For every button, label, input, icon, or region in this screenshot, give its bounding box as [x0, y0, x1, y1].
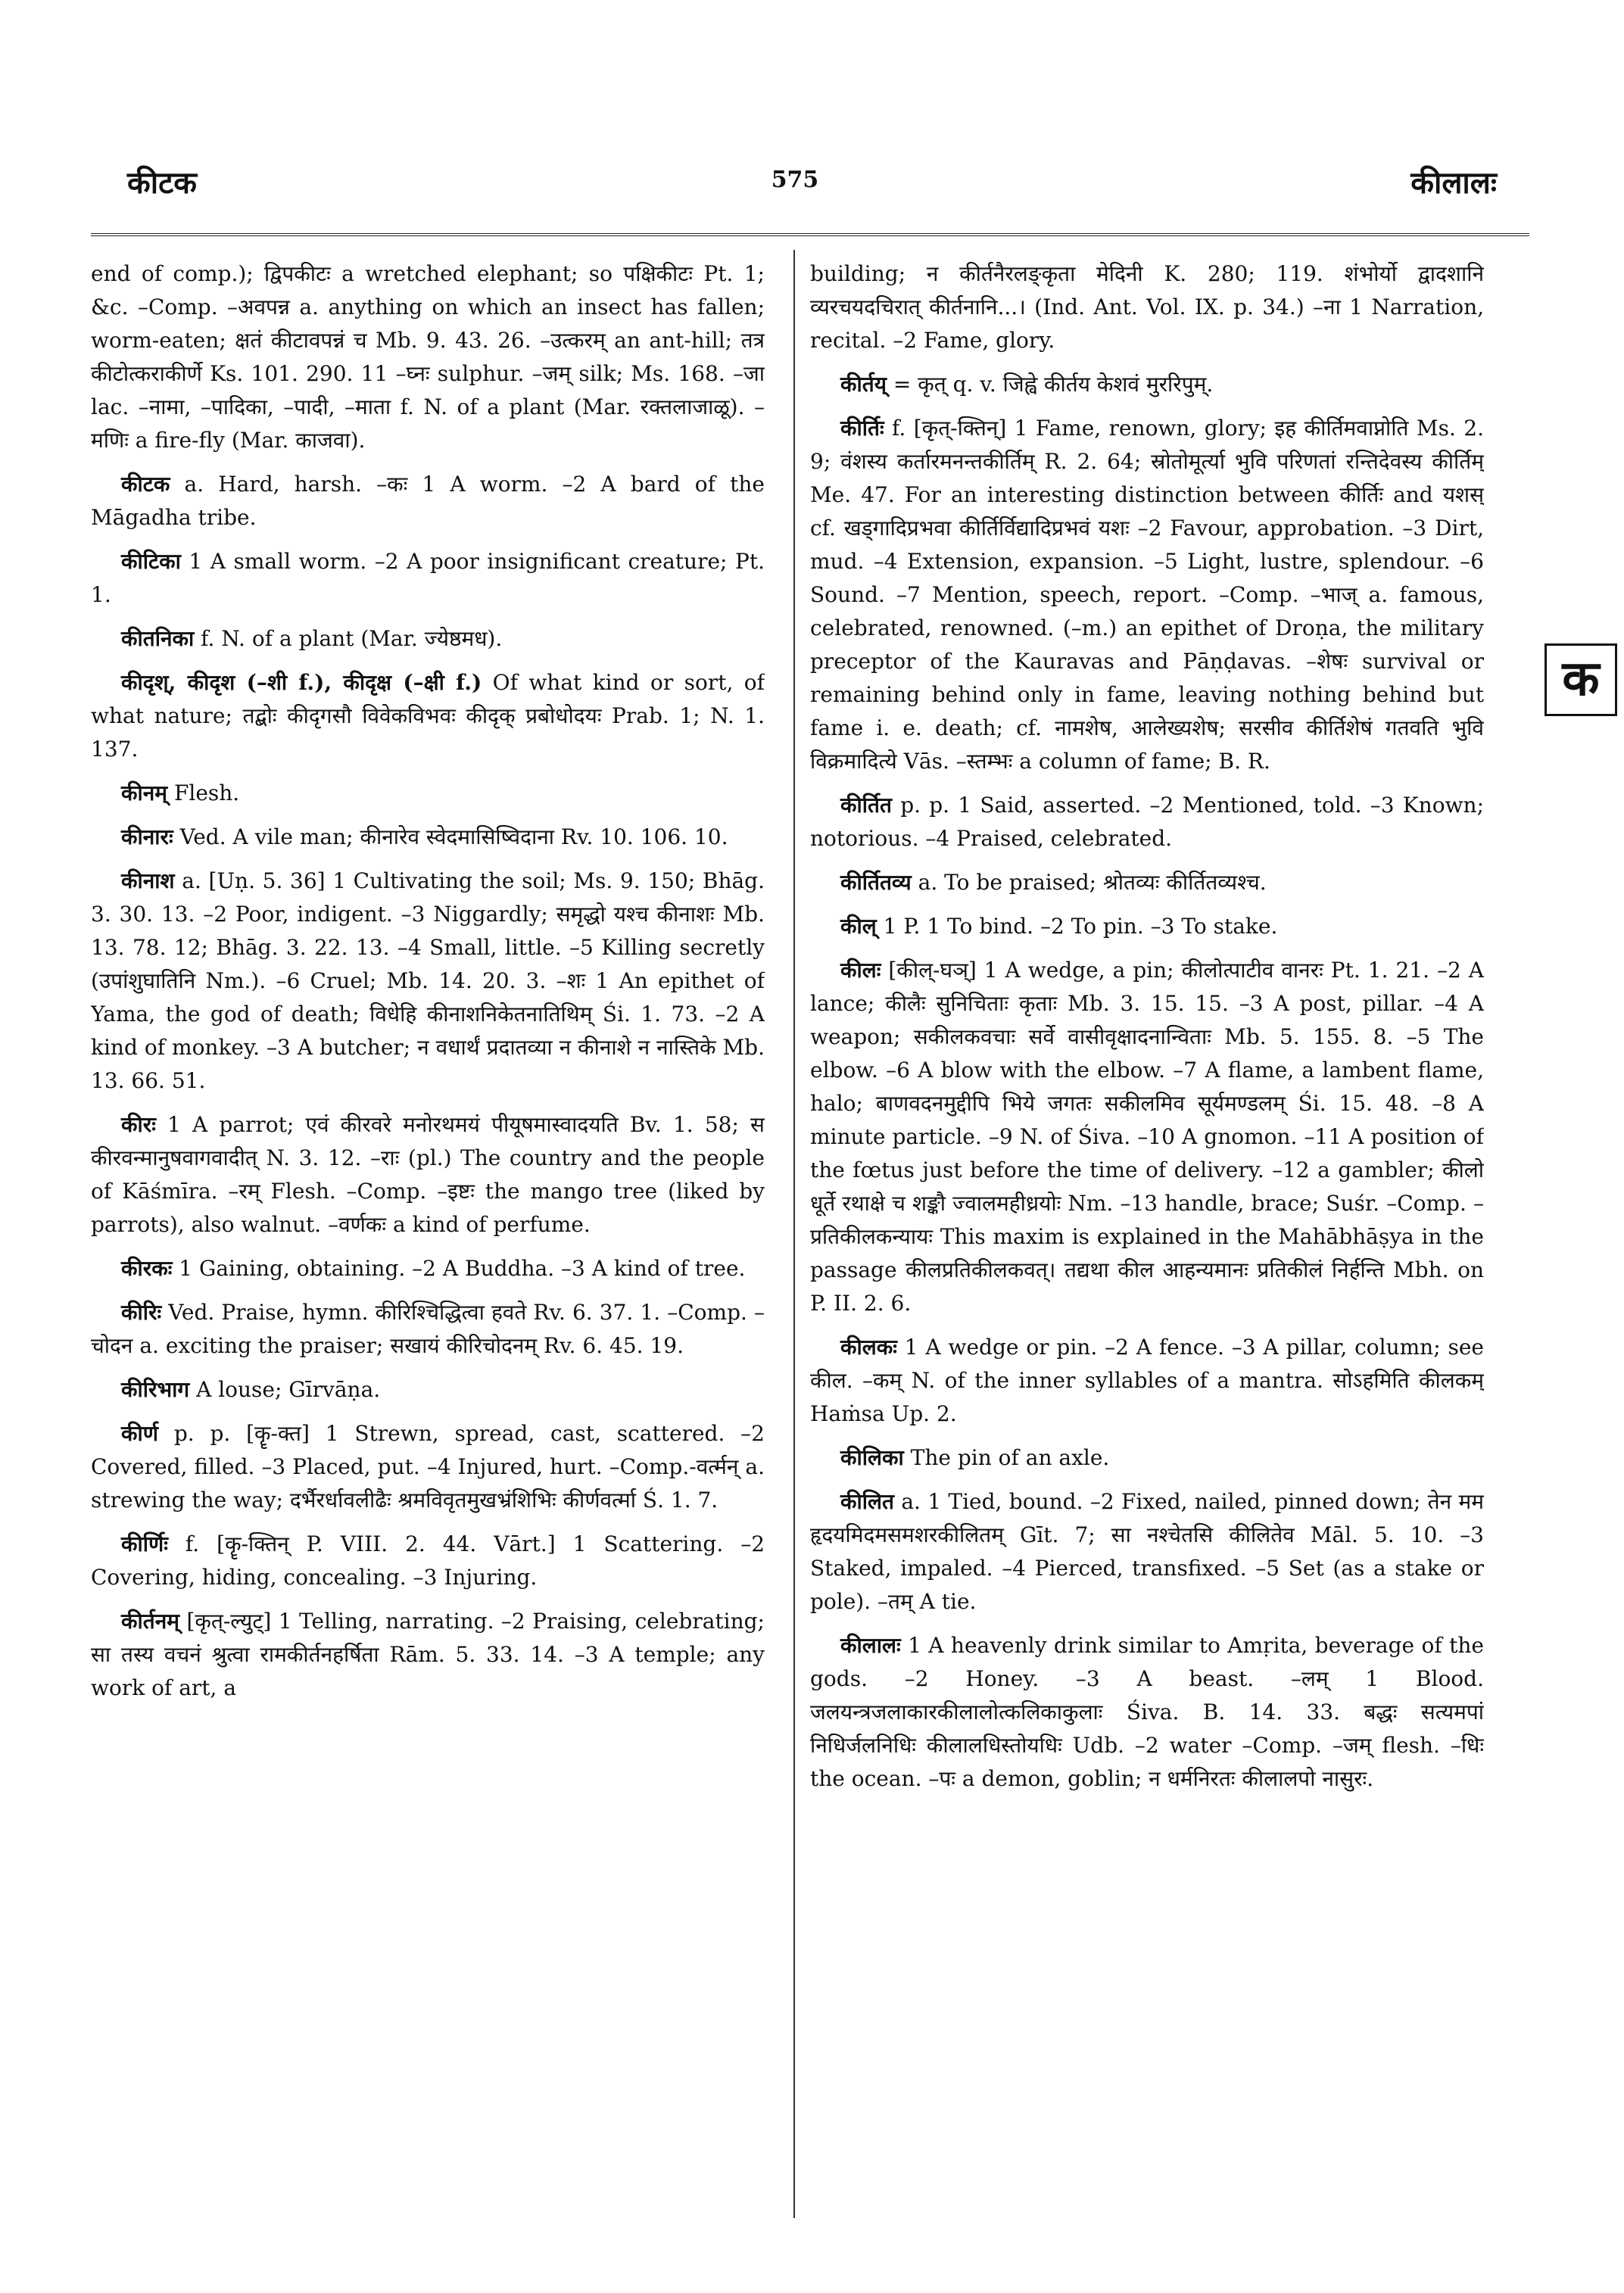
- entry-headword: कीर्तिः: [840, 416, 884, 441]
- entry-definition: The pin of an axle.: [910, 1445, 1110, 1470]
- guide-word-right: कीलालः: [1410, 165, 1497, 201]
- entry-headword: कीतनिका: [121, 626, 195, 651]
- page-number: 575: [771, 167, 819, 193]
- dictionary-entry: [810, 1485, 1484, 1618]
- dictionary-entry: [91, 1373, 765, 1407]
- entry-definition: Ved. A vile man; कीनारेव स्वेदमासिष्विदाना Rv. 10. 106. 10.: [179, 824, 728, 849]
- dictionary-entry: [91, 821, 765, 854]
- dictionary-entry: [91, 468, 765, 534]
- entry-definition: a. Hard, harsh. –कः 1 A worm. –2 A bard of the Māgadha tribe.: [91, 472, 765, 530]
- entry-headword: कीरिः: [121, 1300, 162, 1325]
- dictionary-entry: [810, 910, 1484, 943]
- entry-definition: a. 1 Tied, bound. –2 Fixed, nailed, pinned down; तेन मम हृदयमिदमसमशरकीलितम् Gīt. 7; सा नश्चेतसि कीलितेव Māl. 5. 10. –3 Staked, impaled. –4 Pierced, transfixed. –5 Set (as a stake or pole). –तम् A tie.: [810, 1489, 1484, 1614]
- entry-headword: कीर्तय्: [840, 372, 887, 397]
- entry-headword: कीलः: [840, 958, 881, 983]
- page-header: [0, 0, 1624, 227]
- dictionary-entry: [810, 866, 1484, 899]
- entry-definition: 1 A heavenly drink similar to Amṛita, beverage of the gods. –2 Honey. –3 A beast. –लम् 1 Blood. जलयन्त्रजलाकारकीलालोत्कलिकाकुलाः Śiva. B. 14. 33. बद्धः सत्यमपां निधिर्जलनिधिः कीलालधिस्तोयधिः Udb. –2 water –Comp. –जम् flesh. –धिः the ocean. –पः a demon, goblin; न धर्मनिरतः कीलालपो नासुरः.: [810, 1633, 1484, 1791]
- entry-definition: 1 A parrot; एवं कीरवरे मनोरथमयं पीयूषमास्वादयति Bv. 1. 58; स कीरवन्मानुषवागवादीत् N. 3. 12. –राः (pl.) The country and the people of Kāśmīra. –रम् Flesh. –Comp. –इष्टः the mango tree (liked by parrots), also walnut. –वर्णकः a kind of perfume.: [91, 1112, 765, 1237]
- entry-headword: कीलित: [840, 1489, 894, 1514]
- entry-headword: कीटक: [121, 472, 170, 497]
- entry-definition: [कृत्-ल्युट्] 1 Telling, narrating. –2 Praising, celebrating; सा तस्य वचनं श्रुत्वा रामकीर्तनहर्षिता Rām. 5. 33. 14. –3 A temple; any work of art, a: [91, 1609, 765, 1700]
- entry-headword: कील्: [840, 914, 877, 939]
- entry-headword: कीटिका: [121, 549, 181, 574]
- entry-definition: A louse; Gīrvāṇa.: [196, 1377, 381, 1402]
- entry-definition: Of what kind or sort, of what nature; तद्बोः कीदृगसौ विवेकविभवः कीदृक् प्रबोधोदयः Prab. 1; N. 1. 137.: [91, 670, 765, 762]
- entry-definition: f. [कॄ-क्तिन् P. VIII. 2. 44. Vārt.] 1 Scattering. –2 Covering, hiding, concealing. –3 Injuring.: [91, 1531, 765, 1590]
- dictionary-entry: [810, 954, 1484, 1320]
- dictionary-entry: [91, 545, 765, 612]
- header-rule: [91, 233, 1529, 236]
- dictionary-entry: [810, 412, 1484, 778]
- entry-definition: 1 A wedge or pin. –2 A fence. –3 A pillar, column; see कील. –कम् N. of the inner syllables of a mantra. सोऽहमिति कीलकम् Haṁsa Up. 2.: [810, 1335, 1484, 1426]
- guide-word-left: कीटक: [127, 165, 197, 201]
- dictionary-entry: [91, 1252, 765, 1285]
- dictionary-entry: [91, 1296, 765, 1363]
- entry-headword: कीर्तित: [840, 793, 892, 818]
- dictionary-entry: [91, 666, 765, 766]
- entry-headword: कीर्णिः: [121, 1531, 168, 1556]
- entry-definition: end of comp.); द्विपकीटः a wretched elephant; so पक्षिकीटः Pt. 1; &c. –Comp. –अवपन्न a. anything on which an insect has fallen; worm-eaten; क्षतं कीटावपन्नं च Mb. 9. 43. 26. –उत्करम् an ant-hill; तत्र कीटोत्कराकीर्णे Ks. 101. 290. 11 –घ्नः sulphur. –जम् silk; Ms. 168. –जा lac. –नामा, –पादिका, –पादी, –माता f. N. of a plant (Mar. रक्तलाजाळू). –मणिः a fire-fly (Mar. काजवा).: [91, 261, 765, 453]
- entry-definition: f. [कृत्-क्तिन्] 1 Fame, renown, glory; इह कीर्तिमवाप्नोति Ms. 2. 9; वंशस्य कर्तारमनन्तकीर्तिम् R. 2. 64; स्रोतोमूर्त्या भुवि परिणतां रन्तिदेवस्य कीर्तिम् Me. 47. For an interesting distinction between कीर्तिः and यशस् cf. खड्गादिप्रभवा कीर्तिर्विद्यादिप्रभवं यशः –2 Favour, approbation. –3 Dirt, mud. –4 Extension, expansion. –5 Light, lustre, splendour. –6 Sound. –7 Mention, speech, report. –Comp. –भाज् a. famous, celebrated, renowned. (–m.) an epithet of Droṇa, the military preceptor of the Kauravas and Pāṇḍavas. –शेषः survival or remaining behind only in fame, leaving nothing behind but fame i. e. death; cf. नामशेष, आलेख्यशेष; सरसीव कीर्तिशेषं गतवति भुवि विक्रमादित्ये Vās. –स्तम्भः a column of fame; B. R.: [810, 416, 1484, 774]
- dictionary-entry: [810, 368, 1484, 401]
- dictionary-entry: [91, 777, 765, 810]
- entry-definition: building; न कीर्तनैरलङ्कृता मेदिनी K. 280; 119. शंभोर्यो द्वादशानि व्यरचयदचिरात् कीर्तनानि...। (Ind. Ant. Vol. IX. p. 34.) –ना 1 Narration, recital. –2 Fame, glory.: [810, 261, 1484, 353]
- entry-headword: कीर्ण: [121, 1421, 159, 1446]
- entry-definition: 1 A small worm. –2 A poor insignificant creature; Pt. 1.: [91, 549, 765, 607]
- entry-definition: p. p. 1 Said, asserted. –2 Mentioned, told. –3 Known; notorious. –4 Praised, celebrated.: [810, 793, 1484, 851]
- column-divider: [793, 250, 795, 2218]
- entry-headword: कीर्तनम्: [121, 1609, 180, 1634]
- dictionary-entry: [810, 1441, 1484, 1475]
- dictionary-entry: [91, 257, 765, 457]
- entry-headword: कीरिभाग: [121, 1377, 190, 1402]
- entry-definition: f. N. of a plant (Mar. ज्येष्ठमध).: [201, 626, 503, 651]
- entry-headword: कीनाश: [121, 868, 175, 893]
- right-column: [810, 257, 1484, 2226]
- entry-headword: कीलालः: [840, 1633, 901, 1658]
- entry-headword: कीनारः: [121, 824, 173, 849]
- entry-definition: [कील्-घञ्] 1 A wedge, a pin; कीलोत्पाटीव वानरः Pt. 1. 21. –2 A lance; कीलैः सुनिचिताः कृताः Mb. 3. 15. 15. –3 A post, pillar. –4 A weapon; सकीलकवचाः सर्वे वासीवृक्षादनान्विताः Mb. 5. 155. 8. –5 The elbow. –6 A blow with the elbow. –7 A flame, a lambent flame, halo; बाणवदनमुद्दीपि भिये जगतः सकीलमिव सूर्यमण्डलम् Śi. 15. 48. –8 A minute particle. –9 N. of Śiva. –10 A gnomon. –11 A position of the fœtus just before the time of delivery. –12 a gambler; कीलो धूर्ते रथाक्षे च शङ्कौ ज्वालमहीध्रयोः Nm. –13 handle, brace; Suśr. –Comp. –प्रतिकीलकन्यायः This maxim is explained in the Mahābhāṣya in the passage कीलप्रतिकीलकवत्। तद्यथा कील आहन्यमानः प्रतिकीलं निर्हन्ति Mbh. on P. II. 2. 6.: [810, 958, 1484, 1316]
- thumb-index-letter: क: [1545, 643, 1617, 716]
- entry-headword: कीरः: [121, 1112, 156, 1137]
- entry-definition: Ved. Praise, hymn. कीरिश्चिद्धित्वा हवते Rv. 6. 37. 1. –Comp. –चोदन a. exciting the praiser; सखायं कीरिचोदनम् Rv. 6. 45. 19.: [91, 1300, 765, 1358]
- entry-headword: कीर्तितव्य: [840, 870, 912, 895]
- dictionary-entry: [810, 257, 1484, 357]
- entry-definition: p. p. [कॄ-क्त] 1 Strewn, spread, cast, scattered. –2 Covered, filled. –3 Placed, put. –4 Injured, hurt. –Comp.-वर्त्मन् a. strewing the way; दर्भैरर्धावलीढैः श्रमविवृतमुखभ्रंशिभिः कीर्णवर्त्मा Ś. 1. 7.: [91, 1421, 765, 1513]
- entry-headword: कीनम्: [121, 780, 168, 805]
- entry-definition: Flesh.: [173, 780, 240, 805]
- dictionary-entry: [810, 789, 1484, 855]
- dictionary-entry: [810, 1331, 1484, 1431]
- entry-definition: a. To be praised; श्रोतव्यः कीर्तितव्यश्च.: [918, 870, 1267, 895]
- entry-headword: कीदृश्, कीदृश (–शी f.), कीदृक्ष (–क्षी f.): [121, 670, 482, 695]
- entry-definition: a. [Uṇ. 5. 36] 1 Cultivating the soil; Ms. 9. 150; Bhāg. 3. 30. 13. –2 Poor, indigent. –3 Niggardly; समृद्धो यश्च कीनाशः Mb. 13. 78. 12; Bhāg. 3. 22. 13. –4 Small, little. –5 Killing secretly (उपांशुघातिनि Nm.). –6 Cruel; Mb. 14. 20. 3. –शः 1 An epithet of Yama, the god of death; विधेहि कीनाशनिकेतनातिथिम् Śi. 1. 73. –2 A kind of monkey. –3 A butcher; न वधार्थं प्रदातव्या न कीनाशे न नास्तिके Mb. 13. 66. 51.: [91, 868, 765, 1093]
- entry-headword: कीलकः: [840, 1335, 897, 1360]
- left-column: [91, 257, 765, 2226]
- dictionary-entry: [91, 622, 765, 656]
- dictionary-entry: [91, 1417, 765, 1517]
- entry-headword: कीरकः: [121, 1256, 173, 1281]
- dictionary-entry: [91, 865, 765, 1098]
- entry-headword: कीलिका: [840, 1445, 904, 1470]
- dictionary-entry: [810, 1629, 1484, 1796]
- dictionary-entry: [91, 1605, 765, 1705]
- entry-definition: 1 Gaining, obtaining. –2 A Buddha. –3 A kind of tree.: [179, 1256, 746, 1281]
- dictionary-entry: [91, 1108, 765, 1242]
- entry-definition: 1 P. 1 To bind. –2 To pin. –3 To stake.: [883, 914, 1278, 939]
- entry-definition: = कृत् q. v. जिह्वे कीर्तय केशवं मुररिपुम्.: [893, 372, 1214, 397]
- dictionary-entry: [91, 1528, 765, 1594]
